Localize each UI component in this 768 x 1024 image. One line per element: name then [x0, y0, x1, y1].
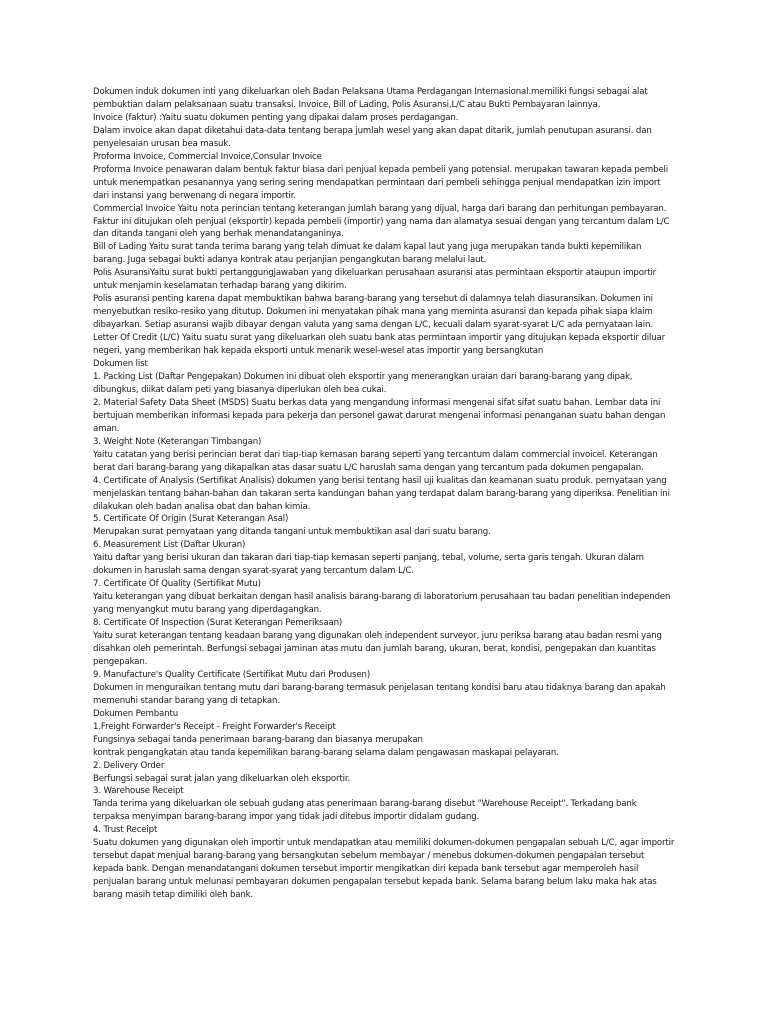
list-item-heading: 1.Freight Forwarder's Receipt - Freight Forwarder's Receipt — [93, 721, 336, 732]
paragraph: Yaitu daftar yang berisi ukuran dan takaran dari tiap-tiap kemasan seperti panjang, tebal, volume, serta garis tengah. Ukuran dalam dokumen in haruslah sama dengan syarat-syarat yang tercantum dalam L/C. — [93, 553, 644, 577]
paragraph: Polis asuransi penting karena dapat membuktikan bahwa barang-barang yang tersebut di dalamnya telah diasuransikan. Dokumen ini menyebutkan resiko-resiko yang ditutup. Dokumen ini menyatakan pihak mana yang meminta asuransi dan kepada pihak siapa klaim dibayarkan. Setiap asuransi wajib dibayar dengan valuta yang sama dengan L/C, kecuali dalam syarat-syarat L/C ada pernyataan lain. — [93, 294, 653, 331]
paragraph: Dokumen induk dokumen inti yang dikeluarkan oleh Badan Pelaksana Utama Perdagangan Internasional.memiliki fungsi sebagai alat pembuktian dalam pelaksanaan suatu transaksi. Invoice, Bill of Lading, Polis Asuransi,L/C atau Bukti Pembayaran lainnya. — [93, 87, 648, 110]
list-item-heading: 8. Certificate Of Inspection (Surat Keterangan Pemeriksaan) — [93, 618, 343, 629]
paragraph: Polis AsuransiYaitu surat bukti pertanggungjawaban yang dikeluarkan perusahaan asuransi atas permintaan eksportir ataupun importir untuk menjamin keselamatan terhadap barang yang dikirim. — [93, 268, 657, 292]
paragraph: Suatu dokumen yang digunakan oleh importir untuk mendapatkan atau memiliki dokumen-dokumen pengapalan sebuah L/C, agar importir tersebut dapat menjual barang-barang yang bersangkutan sebelum membayar / menebus dokumen-dokumen pengapalan tersebut kepada bank. Dengan menandatangani dokumen tersebut importir mengikatkan diri kepada bank tersebut agar memperoleh hasil penjualan barang untuk melunasi pembayaran dokumen pengapalan tersebut kepada bank. Selama barang belum laku maka hak atas barang masih tetap dimiliki oleh bank. — [93, 838, 675, 901]
list-item-heading: 5. Certificate Of Origin (Surat Keterangan Asal) — [93, 514, 289, 525]
paragraph: Fungsinya sebagai tanda penerimaan barang-barang dan biasanya merupakan — [93, 734, 423, 745]
list-item-heading: 7. Certificate Of Quality (Sertifikat Mutu) — [93, 579, 261, 590]
paragraph: Merupakan surat pernyataan yang ditanda tangani untuk membuktikan asal dari suatu barang. — [93, 527, 491, 538]
heading: Dokumen list — [93, 359, 148, 370]
list-item-heading: 3. Weight Note (Keterangan Timbangan) — [93, 436, 262, 447]
paragraph: Commercial Invoice Yaitu nota perincian tentang keterangan jumlah barang yang dijual, harga dari barang dan perhitungan pembayaran. Faktur ini ditujukan oleh penjual (eksportir) kepada pembeli (importir) yang nama dan alamatya sesuai dengan yang tercantum dalam L/C dan ditanda tangani oleh yang berhak menandatanganinya. — [93, 203, 670, 240]
paragraph: Letter Of Credit (L/C) Yaitu suatu surat yang dikeluarkan oleh suatu bank atas permintaan importir yang ditujukan kepada eksportir diluar negeri, yang memberikan hak kepada eksporti untuk menarik wesel-wesel atas importir yang bersangkutan — [93, 333, 666, 357]
paragraph: Proforma Invoice penawaran dalam bentuk faktur biasa dari penjual kepada pembeli yang potensial. merupakan tawaran kepada pembeli untuk menempatkan pesanannya yang sering sering mendapatkan permintaan dari pembeli sehingga penjual mendapatkan izin import dari instansi yang berwenang di negara importir. — [93, 164, 668, 201]
heading: Proforma Invoice, Commercial Invoice,Consular Invoice — [93, 151, 322, 162]
paragraph: kontrak pengangkatan atau tanda kepemilikan barang-barang selama dalam pengawasan maskapai pelayaran. — [93, 747, 559, 758]
heading: Dokumen Pembantu — [93, 708, 178, 719]
list-item: 1. Packing List (Daftar Pengepakan) Dokumen ini dibuat oleh eksportir yang menerangkan uraian dari barang-barang yang dipak, dibungkus, diikat dalam peti yang biasanya diperlukan oleh bea cukai. — [93, 371, 633, 395]
list-item-heading: 6. Measurement List (Daftar Ukuran) — [93, 540, 246, 551]
list-item-heading: 9. Manufacture's Quality Certificate (Sertifikat Mutu dari Produsen) — [93, 669, 371, 680]
list-item-heading: 3. Warehouse Receipt — [93, 786, 184, 797]
paragraph: Tanda terima yang dikeluarkan ole sebuah gudang atas penerimaan barang-barang disebut "Warehouse Receipt". Terkadang bank terpaksa menyimpan barang-barang impor yang tidak jadi ditebus importir didalam gudang. — [93, 799, 637, 823]
paragraph: Yaitu keterangan yang dibuat berkaitan dengan hasil analisis barang-barang di laboratorium perusahaan tau badan penelitian independen yang menyangkut mutu barang yang diperdagangkan. — [93, 592, 671, 616]
document-body — [93, 86, 675, 902]
paragraph: Yaitu surat keterangan tentang keadaan barang yang digunakan oleh independent surveyor, juru periksa barang atau badan resmi yang disahkan oleh pemerintah. Berfungsi sebagai jaminan atas mutu dan jumlah barang, ukuran, berat, kondisi, pengepakan dan kuantitas pengepakan. — [93, 631, 662, 667]
paragraph: Dokumen in menguraikan tentang mutu dari barang-barang termasuk penjelasan tentang kondisi baru atau tidaknya barang dan apakah memenuhi standar barang yang di tetapkan. — [93, 682, 666, 706]
paragraph: Bill of Lading Yaitu surat tanda terima barang yang telah dimuat ke dalam kapal laut yang juga merupakan tanda bukti kepemilikan barang. Juga sebagai bukti adanya kontrak atau perjanjian pengangkutan barang melalui laut. — [93, 242, 642, 266]
paragraph: Yaitu catatan yang berisi perincian berat dari tiap-tiap kemasan barang seperti yang tercantum dalam commercial invoicel. Keterangan berat dari barang-barang yang dikapalkan atas dasar suatu L/C haruslah sama dengan yang tercantum pada dokumen pengapalan. — [93, 449, 658, 473]
paragraph: Invoice (faktur) :Yaitu suatu dokumen penting yang dipakai dalam proses perdagangan. — [93, 112, 459, 123]
paragraph: Dalam invoice akan dapat diketahui data-data tentang berapa jumlah wesel yang akan dapat ditarik, jumlah penutupan asuransi. dan penyelesaian urusan bea masuk. — [93, 125, 652, 149]
list-item-heading: 4. Trust Receipt — [93, 825, 158, 836]
list-item-heading: 2. Delivery Order — [93, 760, 165, 771]
paragraph: Berfungsi sebagai surat jalan yang dikeluarkan oleh eksportir. — [93, 773, 351, 784]
list-item: 2. Material Safety Data Sheet (MSDS) Suatu berkas data yang mengandung informasi mengenai sifat sifat suatu bahan. Lembar data ini bertujuan memberikan informasi kepada para pekerja dan personel gawat darurat mengenai informasi penanganan suatu bahan dengan aman. — [93, 397, 666, 434]
list-item: 4. Certificate of Analysis (Sertifikat Analisis) dokumen yang berisi tentang hasil uji kualitas dan keamanan suatu produk. pernyataan yang menjelaskan tentang bahan-bahan dan takaran serta kandungan bahan yang terdapat dalam barang-barang yang diperiksa. Penelitian ini dilakukan oleh badan analisa obat dan bahan kimia. — [93, 475, 670, 512]
